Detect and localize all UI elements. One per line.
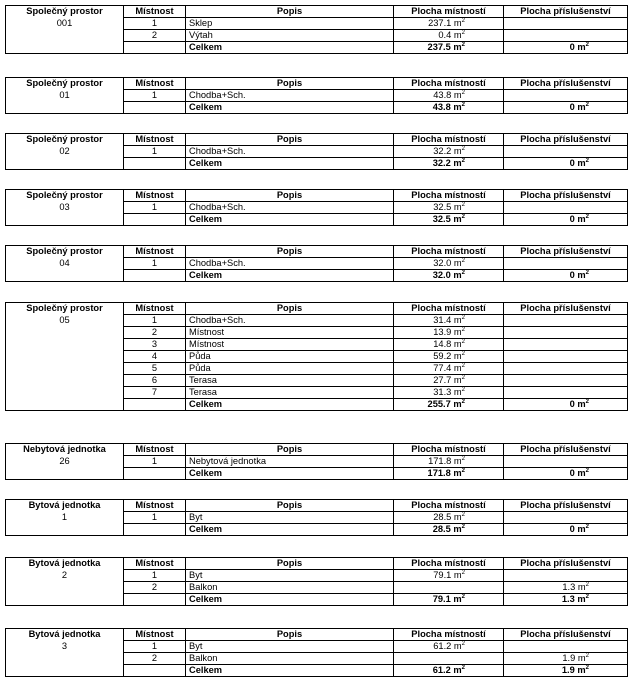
zone-cell — [6, 524, 124, 536]
room-number: 2 — [124, 327, 186, 339]
total-label: Celkem — [186, 214, 394, 226]
accessory-area: 1.9 $m^2$ — [504, 653, 628, 665]
room-number: 6 — [124, 375, 186, 387]
desc-header: Popis — [186, 134, 394, 146]
room-area: 27.7 $m^2$ — [394, 375, 504, 387]
total-row — [6, 665, 628, 677]
room-header: Místnost — [124, 303, 186, 315]
total-accessory: 0 $m^2$ — [504, 214, 628, 226]
room-number — [124, 102, 186, 114]
area-header: Plocha místností — [394, 629, 504, 641]
area-header: Plocha místností — [394, 558, 504, 570]
acc-header: Plocha příslušenství — [504, 558, 628, 570]
accessory-area — [504, 363, 628, 375]
accessory-area — [504, 30, 628, 42]
area-header: Plocha místností — [394, 246, 504, 258]
table-row — [6, 258, 628, 270]
total-row — [6, 102, 628, 114]
room-number — [124, 270, 186, 282]
room-description: Sklep — [186, 18, 394, 30]
room-description: Chodba+Sch. — [186, 146, 394, 158]
room-description: Nebytová jednotka — [186, 456, 394, 468]
room-header: Místnost — [124, 134, 186, 146]
table-row — [6, 375, 628, 387]
room-number: 1 — [124, 512, 186, 524]
header-row — [6, 6, 628, 18]
zone-cell — [6, 339, 124, 351]
room-number: 1 — [124, 146, 186, 158]
total-label: Celkem — [186, 158, 394, 170]
room-area: 43.8 $m^2$ — [394, 90, 504, 102]
zone-cell — [6, 375, 124, 387]
total-accessory: 0 $m^2$ — [504, 468, 628, 480]
total-area: 32.2 $m^2$ — [394, 158, 504, 170]
zone-type-header: Společný prostor — [6, 78, 124, 90]
total-row — [6, 399, 628, 411]
total-area: 79.1 $m^2$ — [394, 594, 504, 606]
accessory-area — [504, 258, 628, 270]
acc-header: Plocha příslušenství — [504, 629, 628, 641]
room-description: Terasa — [186, 387, 394, 399]
table-row — [6, 315, 628, 327]
total-area: 61.2 $m^2$ — [394, 665, 504, 677]
total-label: Celkem — [186, 468, 394, 480]
room-area: 59.2 $m^2$ — [394, 351, 504, 363]
total-row — [6, 214, 628, 226]
accessory-area — [504, 351, 628, 363]
zone-id: 03 — [6, 202, 124, 214]
room-header: Místnost — [124, 246, 186, 258]
total-row — [6, 594, 628, 606]
table-row — [6, 653, 628, 665]
desc-header: Popis — [186, 629, 394, 641]
room-area: 0.4 $m^2$ — [394, 30, 504, 42]
zone-id: 1 — [6, 512, 124, 524]
total-label: Celkem — [186, 399, 394, 411]
area-block-26 — [5, 443, 628, 480]
zone-type-header: Společný prostor — [6, 134, 124, 146]
area-block-2 — [5, 557, 628, 606]
room-area: 32.5 $m^2$ — [394, 202, 504, 214]
zone-type-header: Společný prostor — [6, 190, 124, 202]
area-block-1 — [5, 499, 628, 536]
desc-header: Popis — [186, 500, 394, 512]
zone-type-header: Bytová jednotka — [6, 558, 124, 570]
accessory-area — [504, 387, 628, 399]
zone-type-header: Společný prostor — [6, 246, 124, 258]
room-number — [124, 42, 186, 54]
room-description: Chodba+Sch. — [186, 258, 394, 270]
table-row — [6, 512, 628, 524]
zone-id: 2 — [6, 570, 124, 582]
zone-cell — [6, 582, 124, 594]
acc-header: Plocha příslušenství — [504, 78, 628, 90]
total-accessory: 0 $m^2$ — [504, 399, 628, 411]
room-number: 5 — [124, 363, 186, 375]
area-header: Plocha místností — [394, 6, 504, 18]
total-row — [6, 524, 628, 536]
header-row — [6, 78, 628, 90]
room-area: 61.2 $m^2$ — [394, 641, 504, 653]
room-area: 237.1 $m^2$ — [394, 18, 504, 30]
accessory-area — [504, 512, 628, 524]
total-accessory: 0 $m^2$ — [504, 158, 628, 170]
header-row — [6, 246, 628, 258]
room-area: 13.9 $m^2$ — [394, 327, 504, 339]
zone-type-header: Společný prostor — [6, 6, 124, 18]
header-row — [6, 303, 628, 315]
zone-cell — [6, 158, 124, 170]
header-row — [6, 500, 628, 512]
total-area: 32.5 $m^2$ — [394, 214, 504, 226]
total-accessory: 0 $m^2$ — [504, 42, 628, 54]
room-number: 1 — [124, 456, 186, 468]
zone-id: 01 — [6, 90, 124, 102]
accessory-area — [504, 456, 628, 468]
zone-type-header: Nebytová jednotka — [6, 444, 124, 456]
area-header: Plocha místností — [394, 190, 504, 202]
total-label: Celkem — [186, 102, 394, 114]
room-number — [124, 665, 186, 677]
zone-id: 05 — [6, 315, 124, 327]
zone-cell — [6, 30, 124, 42]
zone-cell — [6, 653, 124, 665]
desc-header: Popis — [186, 78, 394, 90]
header-row — [6, 190, 628, 202]
area-block-03 — [5, 189, 628, 226]
header-row — [6, 444, 628, 456]
area-block-04 — [5, 245, 628, 282]
area-header: Plocha místností — [394, 444, 504, 456]
total-area: 237.5 $m^2$ — [394, 42, 504, 54]
total-accessory: 0 $m^2$ — [504, 524, 628, 536]
area-header: Plocha místností — [394, 500, 504, 512]
room-description: Terasa — [186, 375, 394, 387]
total-label: Celkem — [186, 42, 394, 54]
room-description: Výtah — [186, 30, 394, 42]
zone-id: 3 — [6, 641, 124, 653]
total-accessory: 1.3 $m^2$ — [504, 594, 628, 606]
accessory-area — [504, 202, 628, 214]
zone-cell — [6, 42, 124, 54]
room-description: Byt — [186, 512, 394, 524]
room-number: 1 — [124, 18, 186, 30]
room-number: 1 — [124, 641, 186, 653]
desc-header: Popis — [186, 246, 394, 258]
total-row — [6, 42, 628, 54]
room-description: Půda — [186, 351, 394, 363]
room-description: Chodba+Sch. — [186, 202, 394, 214]
table-row — [6, 327, 628, 339]
room-description: Balkon — [186, 582, 394, 594]
desc-header: Popis — [186, 6, 394, 18]
header-row — [6, 134, 628, 146]
area-block-01 — [5, 77, 628, 114]
room-number: 2 — [124, 653, 186, 665]
accessory-area — [504, 90, 628, 102]
header-row — [6, 558, 628, 570]
room-header: Místnost — [124, 6, 186, 18]
total-label: Celkem — [186, 270, 394, 282]
accessory-area — [504, 327, 628, 339]
zone-cell — [6, 270, 124, 282]
accessory-area — [504, 146, 628, 158]
accessory-area — [504, 641, 628, 653]
desc-header: Popis — [186, 303, 394, 315]
desc-header: Popis — [186, 190, 394, 202]
total-area: 171.8 $m^2$ — [394, 468, 504, 480]
acc-header: Plocha příslušenství — [504, 6, 628, 18]
area-block-05 — [5, 302, 628, 411]
acc-header: Plocha příslušenství — [504, 246, 628, 258]
room-description: Půda — [186, 363, 394, 375]
room-description: Místnost — [186, 339, 394, 351]
room-header: Místnost — [124, 500, 186, 512]
room-area: 31.4 $m^2$ — [394, 315, 504, 327]
room-number: 1 — [124, 570, 186, 582]
zone-id: 26 — [6, 456, 124, 468]
room-area: 171.8 $m^2$ — [394, 456, 504, 468]
room-area: 31.3 $m^2$ — [394, 387, 504, 399]
room-area: 32.0 $m^2$ — [394, 258, 504, 270]
total-row — [6, 468, 628, 480]
room-area: 32.2 $m^2$ — [394, 146, 504, 158]
area-header: Plocha místností — [394, 78, 504, 90]
room-header: Místnost — [124, 558, 186, 570]
accessory-area: 1.3 $m^2$ — [504, 582, 628, 594]
room-description: Byt — [186, 570, 394, 582]
table-row — [6, 351, 628, 363]
room-header: Místnost — [124, 629, 186, 641]
table-row — [6, 582, 628, 594]
room-description: Chodba+Sch. — [186, 315, 394, 327]
zone-type-header: Bytová jednotka — [6, 629, 124, 641]
total-row — [6, 158, 628, 170]
table-row — [6, 146, 628, 158]
total-label: Celkem — [186, 594, 394, 606]
room-area: 79.1 $m^2$ — [394, 570, 504, 582]
table-row — [6, 570, 628, 582]
room-number — [124, 594, 186, 606]
table-row — [6, 202, 628, 214]
room-area — [394, 653, 504, 665]
room-header: Místnost — [124, 78, 186, 90]
room-header: Místnost — [124, 190, 186, 202]
room-area: 14.8 $m^2$ — [394, 339, 504, 351]
total-area: 43.8 $m^2$ — [394, 102, 504, 114]
acc-header: Plocha příslušenství — [504, 134, 628, 146]
area-header: Plocha místností — [394, 134, 504, 146]
room-description: Místnost — [186, 327, 394, 339]
zone-cell — [6, 468, 124, 480]
zone-id: 001 — [6, 18, 124, 30]
area-block-02 — [5, 133, 628, 170]
zone-id: 02 — [6, 146, 124, 158]
zone-type-header: Společný prostor — [6, 303, 124, 315]
room-number: 1 — [124, 315, 186, 327]
accessory-area — [504, 339, 628, 351]
room-number: 7 — [124, 387, 186, 399]
room-number — [124, 524, 186, 536]
table-row — [6, 363, 628, 375]
accessory-area — [504, 18, 628, 30]
table-row — [6, 339, 628, 351]
table-row — [6, 30, 628, 42]
zone-cell — [6, 399, 124, 411]
room-number — [124, 158, 186, 170]
accessory-area — [504, 570, 628, 582]
zone-type-header: Bytová jednotka — [6, 500, 124, 512]
room-description: Balkon — [186, 653, 394, 665]
room-description: Chodba+Sch. — [186, 90, 394, 102]
total-accessory: 0 $m^2$ — [504, 270, 628, 282]
area-block-3 — [5, 628, 628, 677]
total-row — [6, 270, 628, 282]
zone-cell — [6, 665, 124, 677]
desc-header: Popis — [186, 558, 394, 570]
total-label: Celkem — [186, 524, 394, 536]
table-row — [6, 18, 628, 30]
room-number: 4 — [124, 351, 186, 363]
room-area: 28.5 $m^2$ — [394, 512, 504, 524]
room-number — [124, 399, 186, 411]
zone-cell — [6, 327, 124, 339]
acc-header: Plocha příslušenství — [504, 444, 628, 456]
zone-cell — [6, 387, 124, 399]
total-area: 255.7 $m^2$ — [394, 399, 504, 411]
room-number: 2 — [124, 30, 186, 42]
room-number: 1 — [124, 90, 186, 102]
acc-header: Plocha příslušenství — [504, 303, 628, 315]
room-number — [124, 468, 186, 480]
area-block-001 — [5, 5, 628, 54]
total-label: Celkem — [186, 665, 394, 677]
room-area: 77.4 $m^2$ — [394, 363, 504, 375]
room-number: 1 — [124, 258, 186, 270]
room-number — [124, 214, 186, 226]
room-number: 3 — [124, 339, 186, 351]
zone-cell — [6, 594, 124, 606]
room-area — [394, 582, 504, 594]
acc-header: Plocha příslušenství — [504, 190, 628, 202]
zone-id: 04 — [6, 258, 124, 270]
table-row — [6, 387, 628, 399]
table-row — [6, 456, 628, 468]
total-accessory: 0 $m^2$ — [504, 102, 628, 114]
total-accessory: 1.9 $m^2$ — [504, 665, 628, 677]
total-area: 32.0 $m^2$ — [394, 270, 504, 282]
room-description: Byt — [186, 641, 394, 653]
table-row — [6, 641, 628, 653]
total-area: 28.5 $m^2$ — [394, 524, 504, 536]
acc-header: Plocha příslušenství — [504, 500, 628, 512]
accessory-area — [504, 315, 628, 327]
zone-cell — [6, 102, 124, 114]
header-row — [6, 629, 628, 641]
room-number: 2 — [124, 582, 186, 594]
accessory-area — [504, 375, 628, 387]
zone-cell — [6, 214, 124, 226]
desc-header: Popis — [186, 444, 394, 456]
zone-cell — [6, 363, 124, 375]
area-header: Plocha místností — [394, 303, 504, 315]
room-number: 1 — [124, 202, 186, 214]
room-header: Místnost — [124, 444, 186, 456]
table-row — [6, 90, 628, 102]
zone-cell — [6, 351, 124, 363]
